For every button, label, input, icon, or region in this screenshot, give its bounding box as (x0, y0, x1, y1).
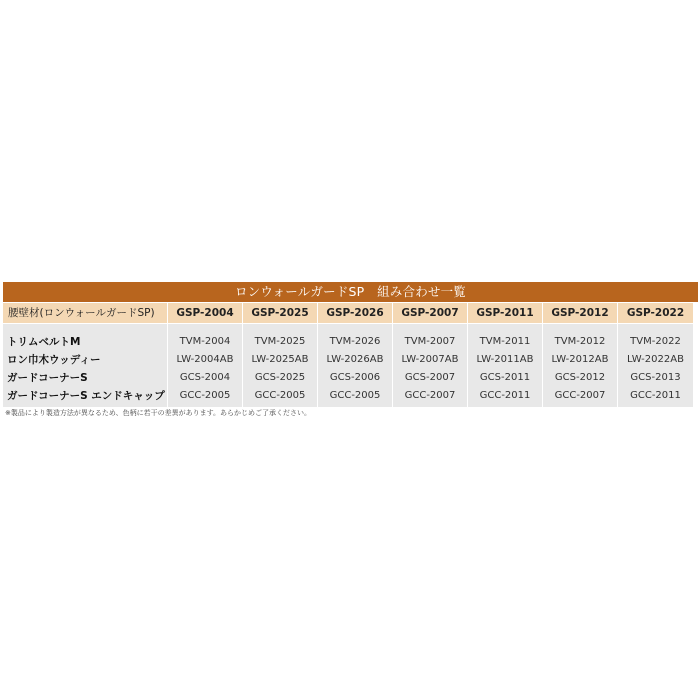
table-cell: TVM-2007 (404, 336, 456, 347)
table-cell: GCS-2006 (329, 372, 381, 383)
table-cell: TVM-2026 (329, 336, 381, 347)
table-cell: TVM-2022 (630, 336, 681, 347)
table-cell: LW-2011AB (476, 354, 534, 365)
table-cell: LW-2012AB (551, 354, 609, 365)
header-model: GSP-2007 (393, 303, 467, 323)
table-cell: LW-2025AB (251, 354, 309, 365)
table-cell: GCS-2013 (630, 372, 681, 383)
row-label: トリムベルトM (7, 336, 81, 348)
table-title: ロンウォールガードSP 組み合わせ一覧 (3, 282, 698, 302)
header-model: GSP-2022 (618, 303, 693, 323)
table-cell: LW-2007AB (401, 354, 459, 365)
table-cell: TVM-2012 (554, 336, 606, 347)
table-cell: LW-2004AB (176, 354, 234, 365)
header-label: 腰壁材(ロンウォールガードSP) (3, 303, 167, 323)
table-cell: GCS-2011 (479, 372, 531, 383)
header-model: GSP-2012 (543, 303, 617, 323)
model-column (468, 324, 542, 407)
model-column (543, 324, 617, 407)
table-cell: LW-2022AB (627, 354, 684, 365)
table-cell: GCS-2004 (179, 372, 231, 383)
table-cell: TVM-2011 (479, 336, 531, 347)
row-label: ガードコーナーS (7, 372, 88, 384)
header-model: GSP-2026 (318, 303, 392, 323)
table-cell: GCS-2012 (554, 372, 606, 383)
header-model: GSP-2004 (168, 303, 242, 323)
table-cell: GCC-2005 (179, 390, 231, 401)
footnote: ※製品により製造方法が異なるため、色柄に若干の差異があります。あらかじめご了承ください。 (5, 409, 312, 417)
row-label: ロン巾木ウッディー (7, 354, 101, 366)
model-column (618, 324, 693, 407)
header-model: GSP-2025 (243, 303, 317, 323)
model-column (393, 324, 467, 407)
model-column (243, 324, 317, 407)
row-label-column (3, 324, 167, 407)
table-body (3, 324, 698, 407)
table-cell: GCC-2007 (404, 390, 456, 401)
table-cell: LW-2026AB (326, 354, 384, 365)
row-label: ガードコーナーS エンドキャップ (7, 390, 165, 402)
table-cell: GCC-2005 (329, 390, 381, 401)
table-cell: GCS-2025 (254, 372, 306, 383)
table-cell: GCC-2011 (479, 390, 531, 401)
header-model: GSP-2011 (468, 303, 542, 323)
table-header-row (3, 303, 698, 323)
table-cell: GCS-2007 (404, 372, 456, 383)
table-cell: TVM-2025 (254, 336, 306, 347)
table-cell: GCC-2005 (254, 390, 306, 401)
model-column (168, 324, 242, 407)
table-cell: GCC-2011 (630, 390, 681, 401)
model-column (318, 324, 392, 407)
table-cell: TVM-2004 (179, 336, 231, 347)
table-cell: GCC-2007 (554, 390, 606, 401)
combination-table (3, 282, 698, 407)
